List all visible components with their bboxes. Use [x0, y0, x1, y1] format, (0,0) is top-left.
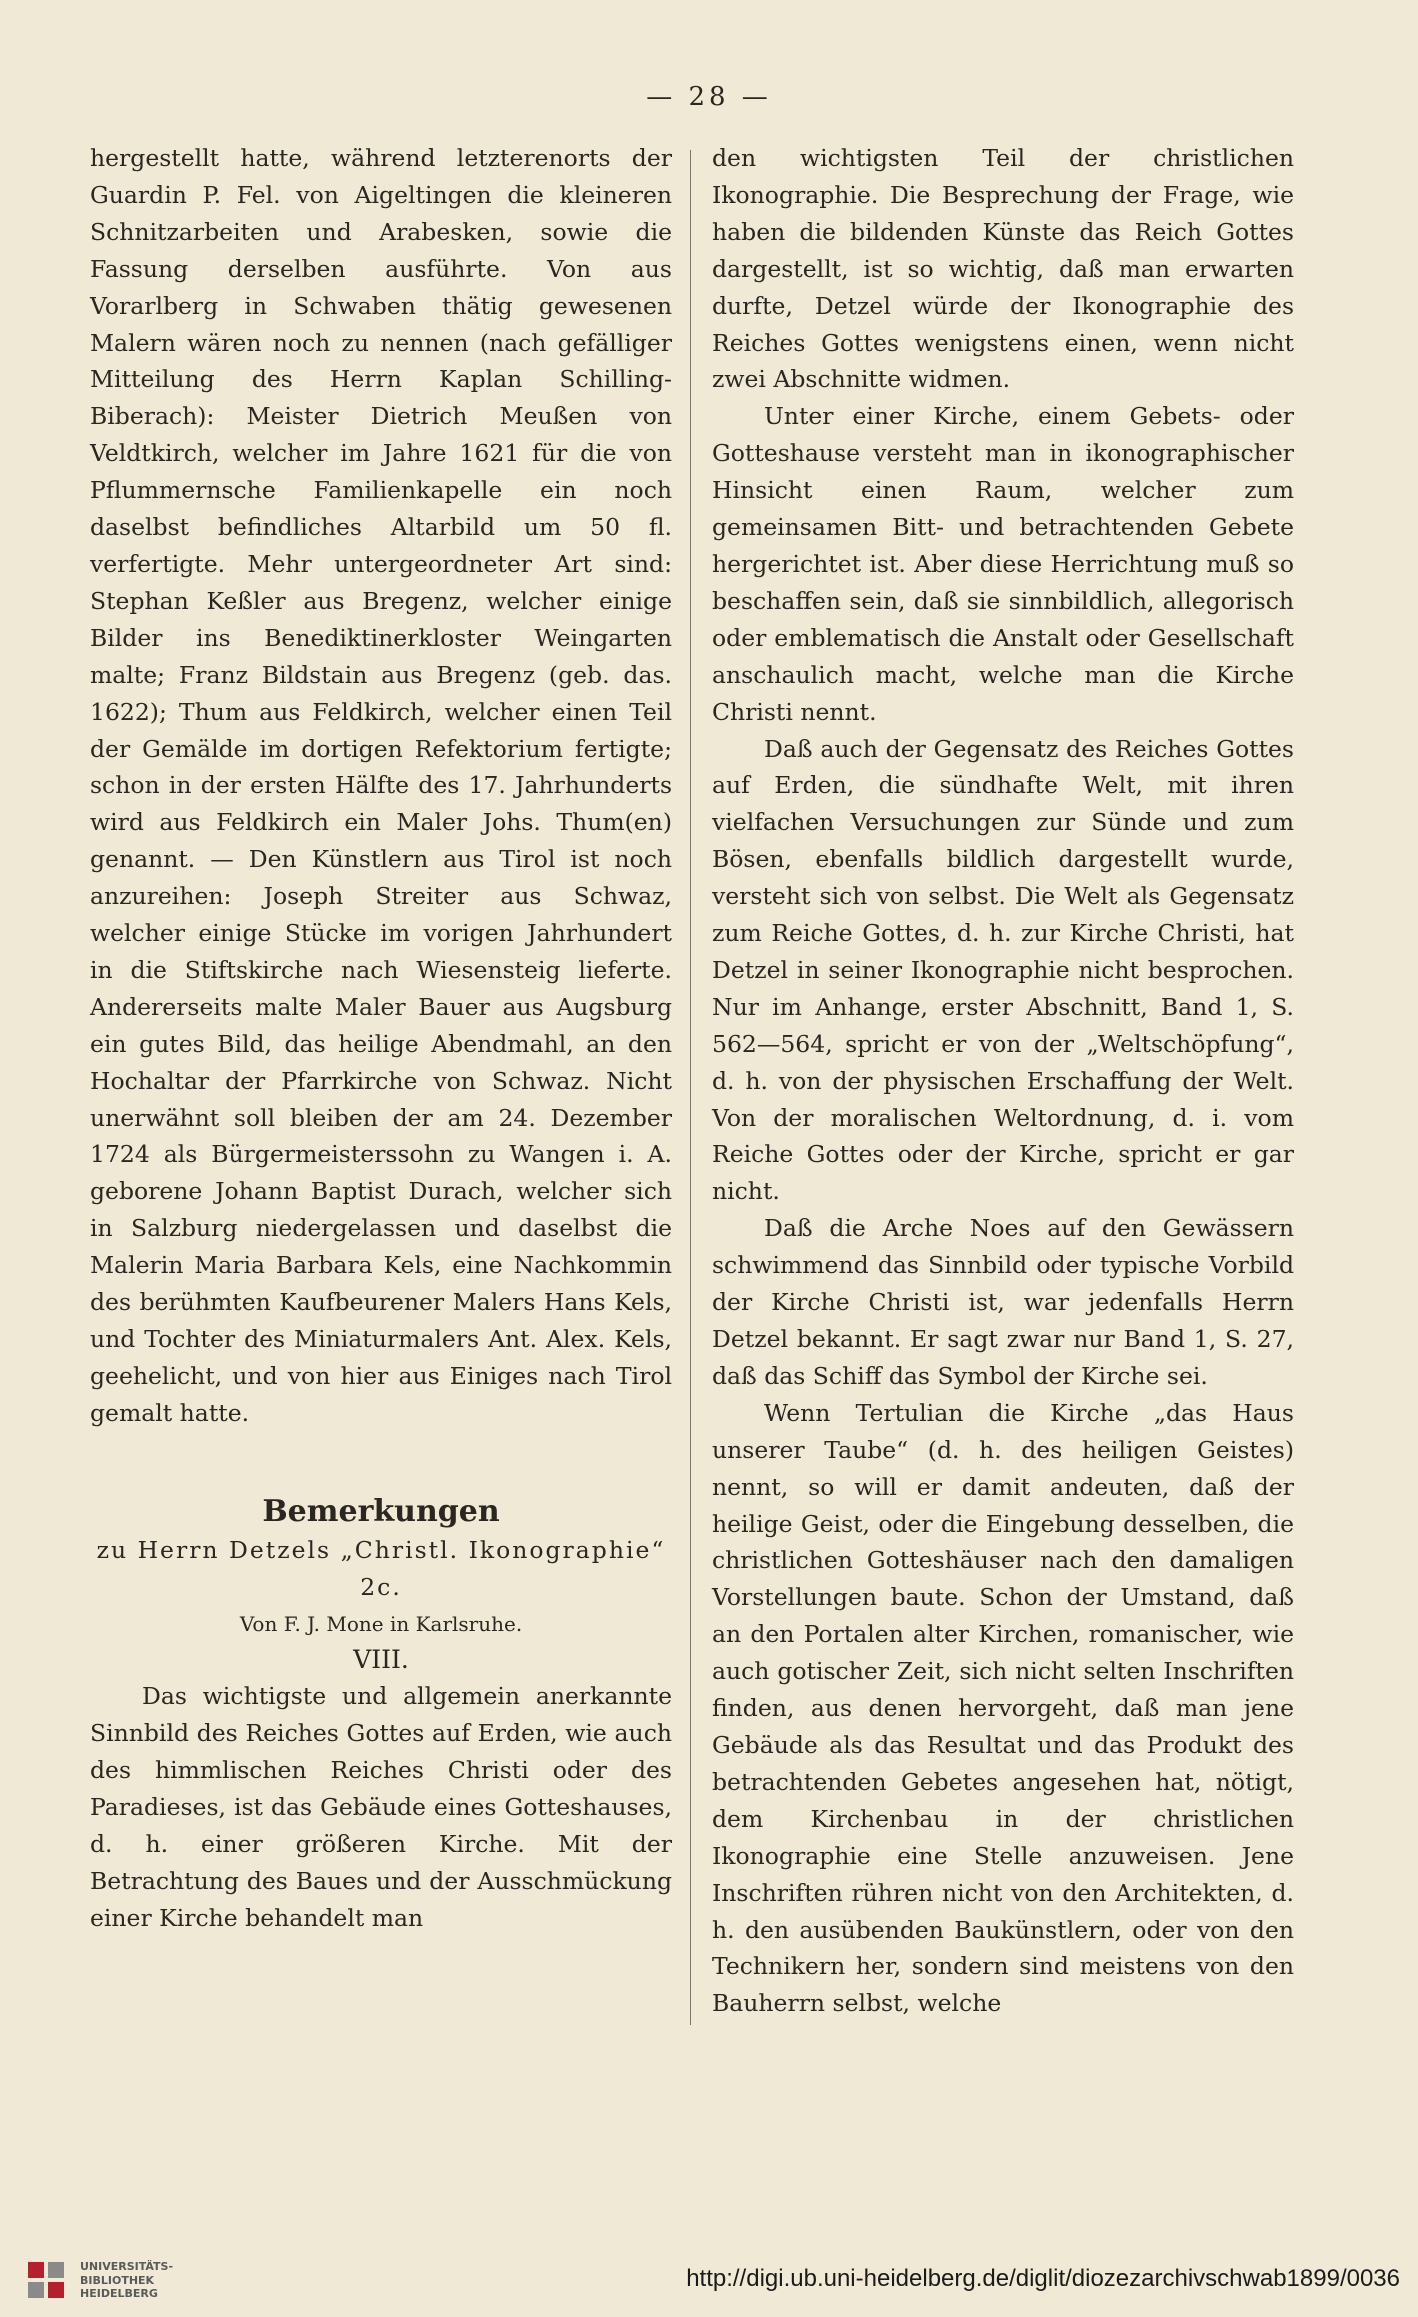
section-author: Von F. J. Mone in Karlsruhe.: [239, 1611, 523, 1636]
section-title: Bemerkungen: [262, 1493, 500, 1529]
page-number: — 28 —: [646, 82, 772, 112]
source-url[interactable]: http://digi.ub.uni-heidelberg.de/diglit/diozezarchivschwab1899/0036: [686, 2265, 1400, 2292]
left-paragraph-1: hergestellt hatte, während letzterenorts der Guardin P. Fel. von Aigeltingen die kleineren Schnitzarbeiten und Arabesken, sowie die Fassung derselben ausführte. Von aus Vorarlberg in Schwaben thätig gewesenen Malern wären noch zu nennen (nach gefälliger Mitteilung des Herrn Kaplan Schilling-Biberach): Meister Dietrich Meußen von Veldtkirch, welcher im Jahre 1621 für die von Pflummernsche Familienkapelle ein noch daselbst befindliches Altarbild um 50 fl. verfertigte. Mehr untergeordneter Art sind: Stephan Keßler aus Bregenz, welcher einige Bilder ins Benediktinerkloster Weingarten malte; Franz Bildstain aus Bregenz (geb. das. 1622); Thum aus Feldkirch, welcher einen Teil der Gemälde im dortigen Refektorium fertigte; schon in der ersten Hälfte des 17. Jahrhunderts wird aus Feldkirch ein Maler Johs. Thum(en) genannt. — Den Künstlern aus Tirol ist noch anzureihen: Joseph Streiter aus Schwaz, welcher einige Stücke im vorigen Jahrhundert in die Stiftskirche nach Wiesensteig lieferte. Andererseits malte Maler Bauer aus Augsburg ein gutes Bild, das heilige Abendmahl, an den Hochaltar der Pfarrkirche von Schwaz. Nicht unerwähnt soll bleiben der am 24. Dezember 1724 als Bürgermeisterssohn zu Wangen i. A. geborene Johann Baptist Durach, welcher sich in Salzburg niedergelassen und daselbst die Malerin Maria Barbara Kels, eine Nachkommin des berühmten Kaufbeurener Malers Hans Kels, und Tochter des Miniaturmalers Ant. Alex. Kels, geehelicht, und von hier aus Einiges nach Tirol gemalt hatte.: [90, 144, 672, 1427]
section-subtitle: zu Herrn Detzels „Christl. Ikonographie“ 2c.: [96, 1535, 666, 1601]
left-column: [90, 140, 672, 1937]
library-logo-icon: [28, 2262, 70, 2298]
right-paragraph-5: Wenn Tertulian die Kirche „das Haus unserer Taube“ (d. h. des heiligen Geistes) nennt, so will er damit andeuten, daß der heilige Geist, oder die Eingebung desselben, die christlichen Gotteshäuser nach den damaligen Vorstellungen baute. Schon der Umstand, daß an den Portalen alter Kirchen, romanischer, wie auch gotischer Zeit, sich nicht selten Inschriften finden, aus denen hervorgeht, daß man jene Gebäude als das Resultat und das Produkt des betrachtenden Gebetes angesehen hat, nötigt, dem Kirchenbau in der christlichen Ikonographie eine Stelle anzuweisen. Jene Inschriften rühren nicht von den Architekten, d. h. den ausübenden Baukünstlern, oder von den Technikern her, sondern sind meistens von den Bauherrn selbst, welche: [712, 1398, 1294, 2018]
library-logo-text: UNIVERSITÄTS- BIBLIOTHEK HEIDELBERG: [80, 2260, 174, 2300]
right-column: [712, 140, 1294, 2022]
right-paragraph-3: Daß auch der Gegensatz des Reiches Gottes auf Erden, die sündhafte Welt, mit ihren vielfachen Versuchungen zur Sünde und zum Bösen, ebenfalls bildlich dargestellt wurde, versteht sich von selbst. Die Welt als Gegensatz zum Reiche Gottes, d. h. zur Kirche Christi, hat Detzel in seiner Ikonographie nicht besprochen. Nur im Anhange, erster Abschnitt, Band 1, S. 562—564, spricht er von der „Weltschöpfung“, d. h. von der physischen Erschaffung der Welt. Von der moralischen Weltordnung, d. i. vom Reiche Gottes oder der Kirche, spricht er gar nicht.: [712, 734, 1294, 1206]
column-divider: [690, 150, 691, 2025]
library-logo: [28, 2258, 218, 2302]
section-number: VIII.: [353, 1644, 409, 1674]
right-paragraph-4: Daß die Arche Noes auf den Gewässern schwimmend das Sinnbild oder typische Vorbild der Kirche Christi ist, war jedenfalls Herrn Detzel bekannt. Er sagt zwar nur Band 1, S. 27, daß das Schiff das Symbol der Kirche sei.: [712, 1214, 1294, 1390]
right-paragraph-2: Unter einer Kirche, einem Gebets- oder Gotteshause versteht man in ikonographischer Hinsicht einen Raum, welcher zum gemeinsamen Bitt- und betrachtenden Gebete hergerichtet ist. Aber diese Herrichtung muß so beschaffen sein, daß sie sinnbildlich, allegorisch oder emblematisch die Anstalt oder Gesellschaft anschaulich macht, welche man die Kirche Christi nennt.: [712, 402, 1294, 726]
right-paragraph-1: den wichtigsten Teil der christlichen Ikonographie. Die Besprechung der Frage, wie haben die bildenden Künste das Reich Gottes dargestellt, ist so wichtig, daß man erwarten durfte, Detzel würde der Ikonographie des Reiches Gottes wenigstens einen, wenn nicht zwei Abschnitte widmen.: [712, 144, 1294, 394]
left-paragraph-2: Das wichtigste und allgemein anerkannte Sinnbild des Reiches Gottes auf Erden, wie auch des himmlischen Reiches Christi oder des Paradieses, ist das Gebäude eines Gotteshauses, d. h. einer größeren Kirche. Mit der Betrachtung des Baues und der Ausschmückung einer Kirche behandelt man: [90, 1682, 672, 1932]
